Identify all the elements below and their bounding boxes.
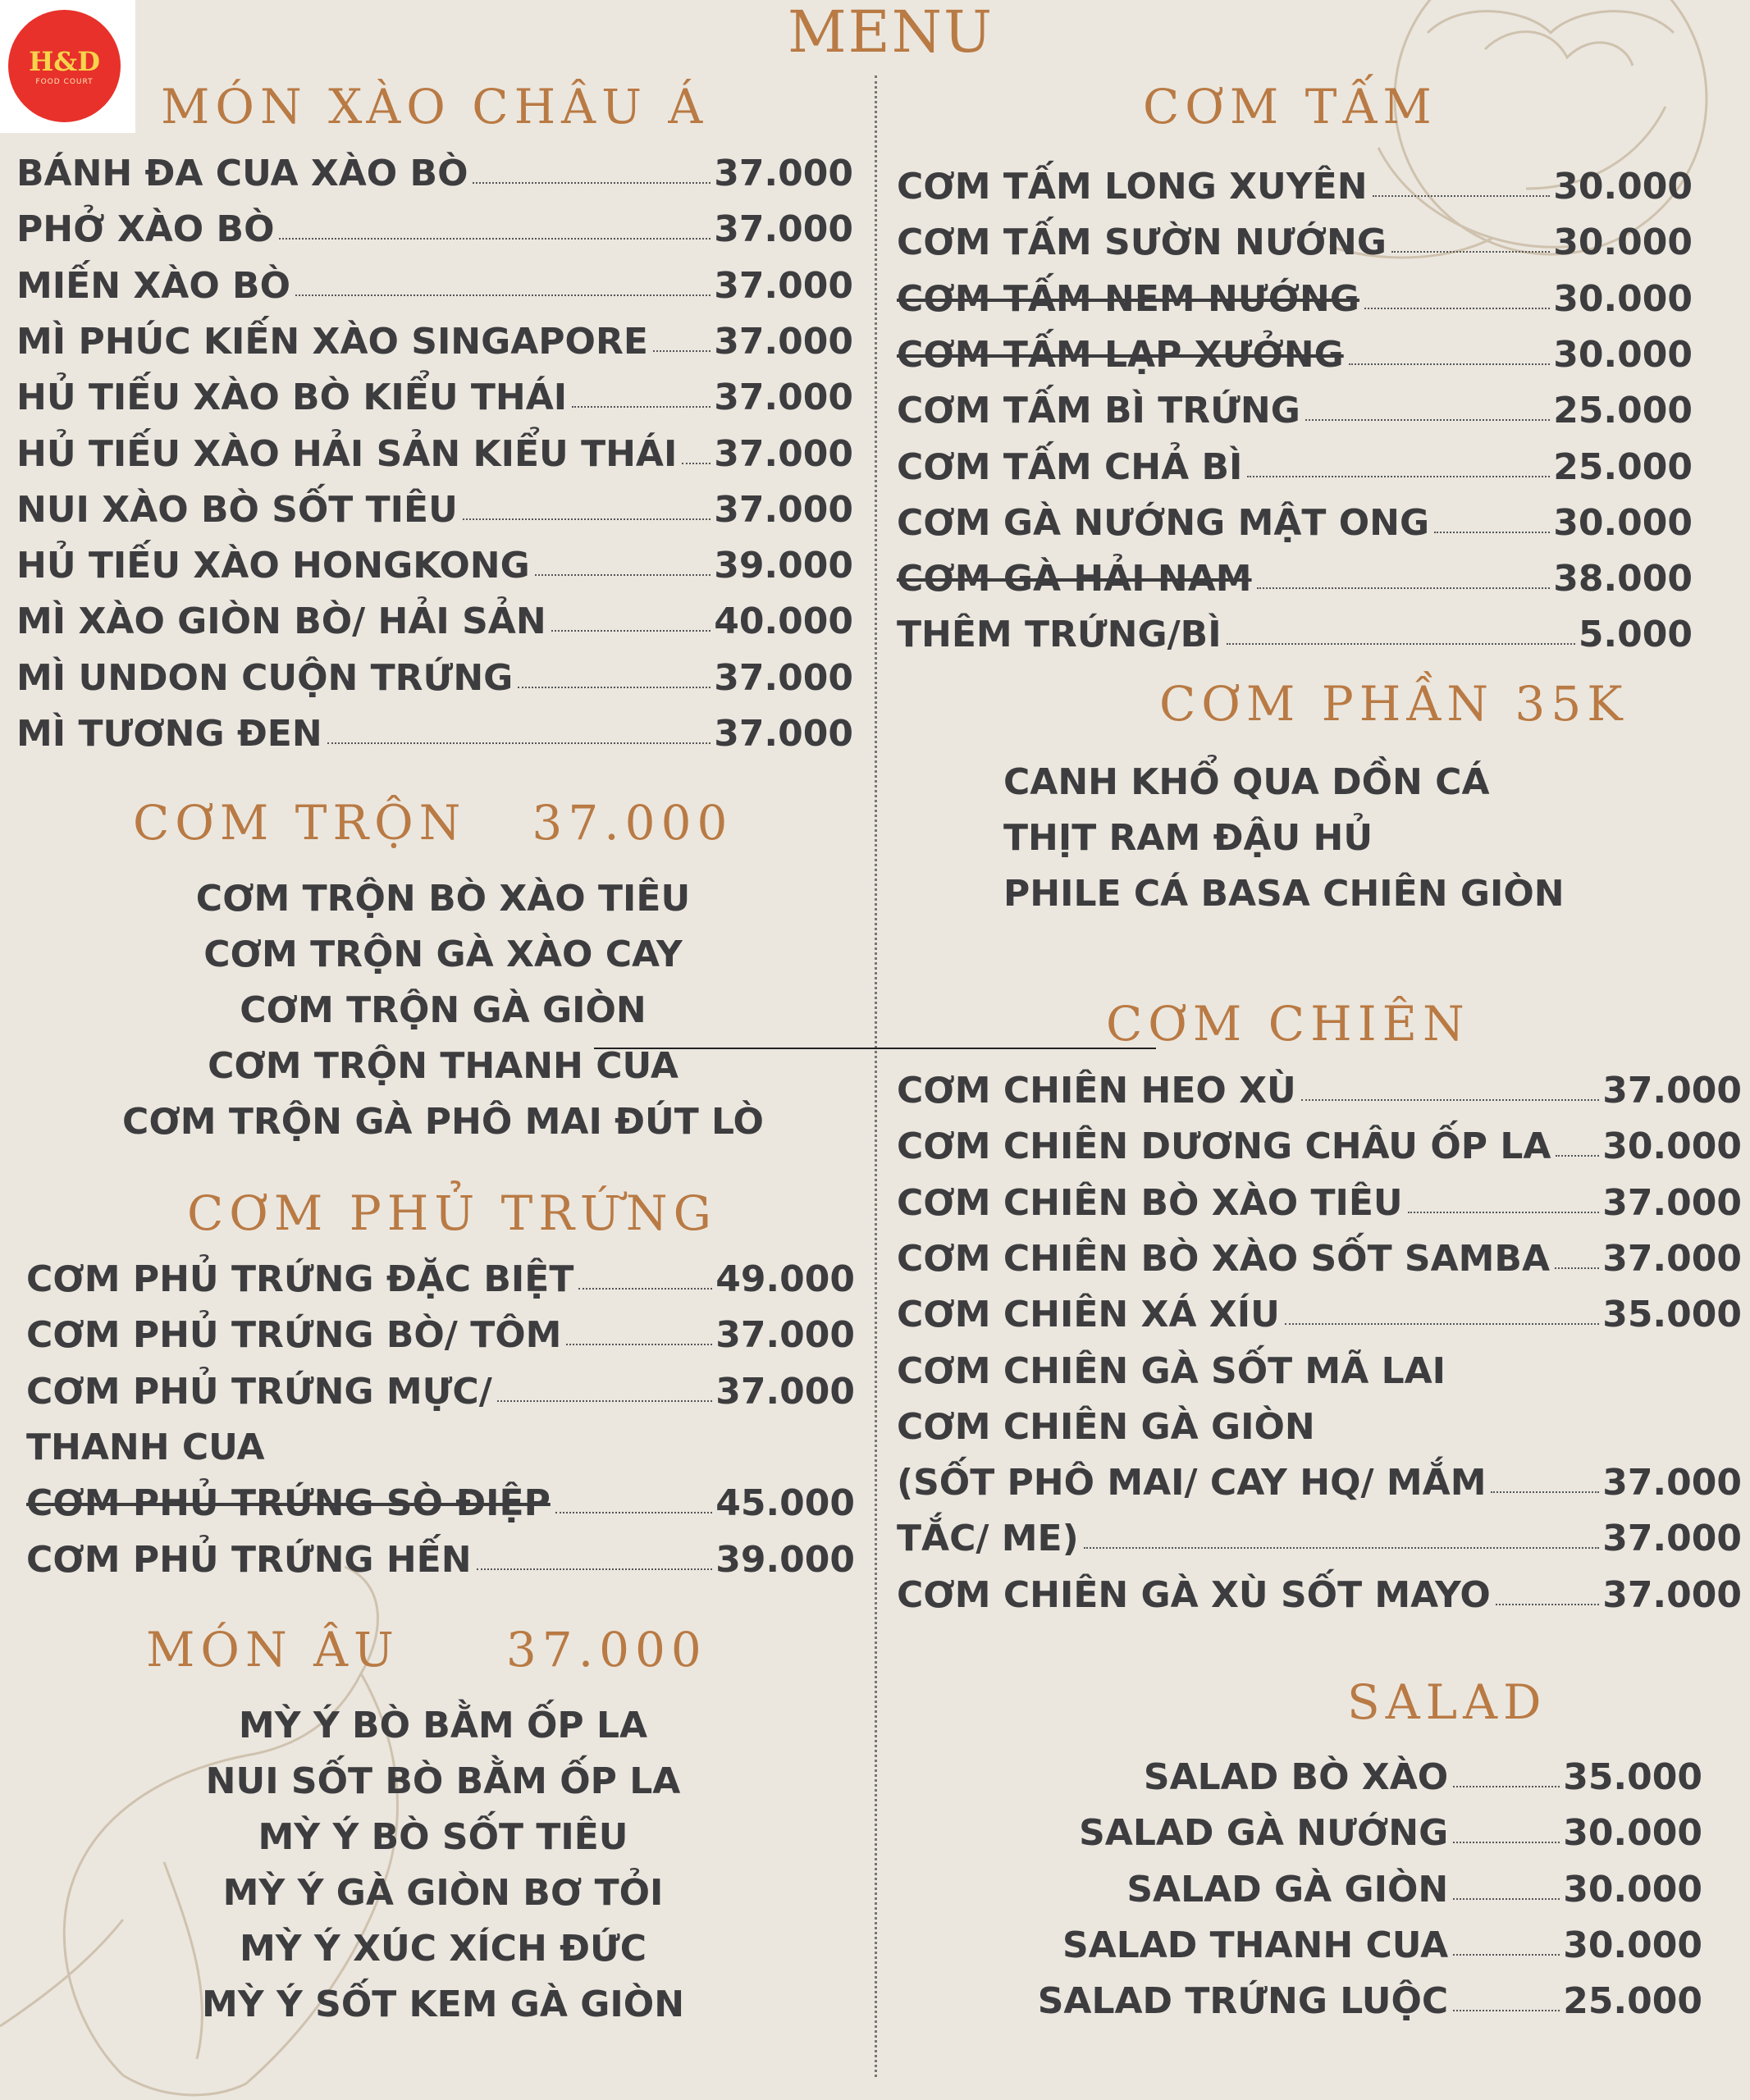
menu-item — [897, 329, 1693, 378]
menu-item — [1017, 1751, 1702, 1801]
menu-item — [1017, 1920, 1702, 1969]
section-com-phan — [1003, 755, 1660, 922]
menu-item — [897, 161, 1693, 210]
dot-leader — [653, 350, 711, 352]
section-mon-au — [49, 1698, 837, 2033]
menu-item-price: 37.000 — [1602, 1238, 1742, 1280]
menu-item-price: 37.000 — [714, 489, 853, 531]
menu-item-price: 37.000 — [1602, 1574, 1742, 1616]
menu-item-price: 49.000 — [715, 1258, 855, 1300]
section-title-com-phan: CƠM PHẦN 35K — [1159, 676, 1629, 732]
dot-leader — [578, 1288, 712, 1290]
menu-item — [897, 1457, 1742, 1506]
menu-item-price: 37.000 — [714, 657, 853, 699]
menu-item-price: 5.000 — [1578, 614, 1693, 655]
menu-item-name: TẮC/ ME) — [897, 1518, 1079, 1559]
dot-leader — [518, 687, 711, 688]
section-title-com-phu-trung: CƠM PHỦ TRỨNG — [187, 1185, 717, 1241]
menu-item-price: 30.000 — [1602, 1125, 1742, 1167]
menu-item: CƠM TRỘN GÀ GIÒN — [240, 989, 647, 1031]
menu-item-name: CƠM CHIÊN DƯƠNG CHÂU ỐP LA — [897, 1125, 1551, 1167]
dot-leader — [1227, 643, 1575, 645]
section-title-mon-xao: MÓN XÀO CHÂU Á — [161, 79, 709, 135]
menu-item — [16, 203, 853, 253]
dot-leader — [1391, 251, 1550, 253]
menu-item-price: 37.000 — [714, 321, 853, 363]
menu-item: MỲ Ý BÒ BẰM ỐP LA — [238, 1705, 648, 1746]
dot-leader — [1496, 1604, 1599, 1605]
dot-leader — [1555, 1267, 1599, 1269]
menu-item — [897, 609, 1693, 658]
menu-item-name: CƠM CHIÊN BÒ XÀO TIÊU — [897, 1182, 1403, 1224]
menu-item — [1017, 1975, 1702, 2025]
dot-leader — [1453, 1842, 1560, 1843]
menu-item — [897, 1289, 1742, 1338]
dot-leader — [555, 1512, 712, 1513]
menu-item-name: (SỐT PHÔ MAI/ CAY HQ/ MẮM — [897, 1462, 1487, 1504]
menu-item — [26, 1422, 855, 1471]
menu-item-name: CƠM TẤM LẠP XƯỞNG — [897, 334, 1344, 376]
menu-item-price: 30.000 — [1563, 1812, 1702, 1854]
dot-leader — [682, 463, 711, 464]
menu-item-name: CƠM PHỦ TRỨNG BÒ/ TÔM — [26, 1314, 562, 1356]
menu-item — [26, 1253, 855, 1303]
menu-item-name: SALAD TRỨNG LUỘC — [1037, 1980, 1449, 2022]
menu-item — [897, 1401, 1742, 1450]
dot-leader — [1373, 195, 1551, 197]
menu-item-price: 30.000 — [1553, 221, 1693, 263]
menu-item — [16, 652, 853, 701]
dot-leader — [1285, 1323, 1599, 1325]
section-price: 37.000 — [505, 1622, 707, 1678]
menu-item — [26, 1366, 855, 1415]
menu-item — [16, 708, 853, 757]
menu-item: THỊT RAM ĐẬU HỦ — [1003, 817, 1373, 859]
menu-item: CƠM TRỘN GÀ XÀO CAY — [203, 934, 683, 975]
menu-item: CƠM TRỘN GÀ PHÔ MAI ĐÚT LÒ — [122, 1101, 764, 1143]
menu-item — [16, 484, 853, 533]
dot-leader — [497, 1400, 712, 1402]
menu-item-price: 38.000 — [1553, 558, 1693, 600]
menu-item-name: CƠM CHIÊN GÀ SỐT MÃ LAI — [897, 1350, 1446, 1392]
menu-item-price: 40.000 — [714, 600, 853, 642]
menu-item-price: 30.000 — [1553, 502, 1693, 544]
dot-leader — [1453, 1786, 1560, 1787]
menu-item-price: 37.000 — [714, 377, 853, 418]
menu-item-name: SALAD THANH CUA — [1062, 1924, 1449, 1966]
menu-item: MỲ Ý SỐT KEM GÀ GIÒN — [201, 1984, 685, 2025]
menu-item-name: CƠM CHIÊN XÁ XÍU — [897, 1294, 1280, 1335]
menu-item-name: CƠM PHỦ TRỨNG MỰC/ — [26, 1371, 492, 1413]
menu-item-price: 37.000 — [715, 1314, 855, 1356]
section-title-com-tam: CƠM TẤM — [1143, 79, 1437, 135]
menu-item-price: 37.000 — [714, 433, 853, 475]
menu-item-price: 30.000 — [1553, 166, 1693, 208]
menu-item-name: NUI XÀO BÒ SỐT TIÊU — [16, 489, 458, 531]
menu-item-name: CƠM TẤM NEM NƯỚNG — [897, 278, 1359, 320]
menu-item-name: PHỞ XÀO BÒ — [16, 208, 275, 250]
dot-leader — [477, 1568, 713, 1570]
menu-item-price: 37.000 — [1602, 1070, 1742, 1112]
menu-item — [16, 148, 853, 197]
menu-item-price: 37.000 — [1602, 1182, 1742, 1224]
dot-leader — [535, 574, 711, 576]
dot-leader — [1247, 476, 1550, 477]
menu-item-name: CƠM GÀ NƯỚNG MẬT ONG — [897, 502, 1430, 544]
logo-badge — [8, 10, 121, 122]
logo-subtext: FOOD COURT — [35, 77, 94, 86]
section-title-mon-au — [146, 1623, 707, 1677]
page-title: MENU — [788, 0, 994, 66]
menu-item-name: CƠM PHỦ TRỨNG ĐẶC BIỆT — [26, 1258, 574, 1300]
menu-item: CƠM TRỘN BÒ XÀO TIÊU — [195, 878, 691, 920]
menu-item-name: MÌ TƯƠNG ĐEN — [16, 713, 322, 755]
menu-item — [1017, 1807, 1702, 1856]
section-title-com-tron — [133, 796, 733, 850]
dot-leader — [1556, 1155, 1599, 1157]
menu-item-price: 37.000 — [714, 208, 853, 250]
menu-item-price: 25.000 — [1553, 390, 1693, 431]
menu-item-name: MÌ XÀO GIÒN BÒ/ HẢI SẢN — [16, 600, 546, 642]
menu-item-price: 39.000 — [715, 1539, 855, 1581]
section-price: 37.000 — [532, 795, 733, 851]
menu-item: MỲ Ý BÒ SỐT TIÊU — [258, 1816, 628, 1858]
menu-item — [26, 1309, 855, 1358]
menu-item-price: 37.000 — [714, 265, 853, 307]
menu-item — [16, 428, 853, 477]
menu-item-name: CƠM TẤM SƯỜN NƯỚNG — [897, 221, 1387, 263]
menu-item-name: CƠM PHỦ TRỨNG SÒ ĐIỆP — [26, 1482, 551, 1524]
dot-leader — [1453, 1954, 1560, 1956]
menu-item-name: CƠM CHIÊN GÀ GIÒN — [897, 1406, 1315, 1448]
menu-item-price: 35.000 — [1602, 1294, 1742, 1335]
dot-leader — [1453, 1898, 1560, 1900]
menu-item-name: HỦ TIẾU XÀO HẢI SẢN KIỂU THÁI — [16, 433, 678, 475]
menu-item-price: 37.000 — [1602, 1462, 1742, 1504]
section-title-text: CƠM TRỘN — [133, 795, 467, 851]
dot-leader — [1408, 1212, 1600, 1213]
menu-item-name: SALAD BÒ XÀO — [1143, 1756, 1449, 1798]
menu-item — [897, 553, 1693, 602]
menu-item: NUI SỐT BÒ BẰM ỐP LA — [205, 1760, 681, 1802]
section-title-text: MÓN ÂU — [146, 1622, 400, 1678]
menu-item — [897, 1569, 1742, 1618]
menu-item-price: 45.000 — [715, 1482, 855, 1524]
menu-item-name: SALAD GÀ NƯỚNG — [1079, 1812, 1449, 1854]
menu-item-name: CƠM GÀ HẢI NAM — [897, 558, 1252, 600]
dot-leader — [1453, 2010, 1560, 2011]
menu-item-name: CƠM CHIÊN HEO XÙ — [897, 1070, 1296, 1112]
menu-item-name: HỦ TIẾU XÀO BÒ KIỂU THÁI — [16, 377, 568, 418]
menu-item-name: CƠM CHIÊN GÀ XÙ SỐT MAYO — [897, 1574, 1491, 1616]
dot-leader — [1434, 532, 1550, 533]
menu-item — [16, 316, 853, 365]
menu-item — [16, 372, 853, 421]
menu-item-price: 30.000 — [1553, 334, 1693, 376]
menu-item — [897, 497, 1693, 546]
menu-item — [897, 1513, 1742, 1562]
menu-item-name: MIẾN XÀO BÒ — [16, 265, 290, 307]
dot-leader — [566, 1344, 712, 1345]
brand-logo — [0, 0, 135, 133]
dot-leader — [473, 182, 711, 184]
dot-leader — [572, 406, 711, 408]
menu-item-name: HỦ TIẾU XÀO HONGKONG — [16, 545, 530, 587]
section-title-com-chien: CƠM CHIÊN — [1106, 996, 1470, 1052]
menu-item-price: 25.000 — [1563, 1980, 1702, 2022]
menu-item-name: CƠM CHIÊN BÒ XÀO SỐT SAMBA — [897, 1238, 1551, 1280]
menu-item-price: 37.000 — [1602, 1518, 1742, 1559]
menu-item: CANH KHỔ QUA DỒN CÁ — [1003, 761, 1490, 803]
section-title-salad: SALAD — [1347, 1674, 1547, 1730]
dot-leader — [1305, 419, 1550, 421]
menu-item-price: 30.000 — [1553, 278, 1693, 320]
dot-leader — [551, 630, 711, 632]
column-divider — [875, 75, 877, 2077]
menu-item — [16, 260, 853, 309]
section-com-tron — [49, 871, 837, 1150]
menu-item-name: CƠM TẤM CHẢ BÌ — [897, 446, 1243, 488]
menu-item — [26, 1534, 855, 1583]
menu-item-price: 37.000 — [714, 713, 853, 755]
dot-leader — [295, 294, 711, 296]
menu-item-name: CƠM TẤM LONG XUYÊN — [897, 166, 1368, 208]
menu-item-price: 39.000 — [714, 545, 853, 587]
menu-item — [897, 1345, 1742, 1395]
menu-item — [897, 217, 1693, 266]
menu-item-name: THANH CUA — [26, 1427, 265, 1468]
menu-item — [897, 1177, 1742, 1226]
menu-item: MỲ Ý XÚC XÍCH ĐỨC — [239, 1928, 647, 1970]
menu-item — [897, 385, 1693, 434]
menu-item-name: SALAD GÀ GIÒN — [1126, 1869, 1449, 1911]
dot-leader — [279, 238, 711, 240]
dot-leader — [1491, 1491, 1599, 1493]
menu-item-name: CƠM TẤM BÌ TRỨNG — [897, 390, 1300, 431]
menu-item-name: MÌ UNDON CUỘN TRỨNG — [16, 657, 514, 699]
menu-item — [16, 596, 853, 645]
dot-leader — [1349, 363, 1550, 365]
menu-item — [897, 273, 1693, 322]
menu-item — [897, 441, 1693, 491]
menu-item-price: 37.000 — [714, 153, 853, 194]
menu-item-name: MÌ PHÚC KIẾN XÀO SINGAPORE — [16, 321, 648, 363]
dot-leader — [1257, 587, 1551, 589]
menu-item — [897, 1121, 1742, 1170]
menu-item — [897, 1065, 1742, 1114]
menu-item — [26, 1477, 855, 1527]
logo-text: H&D — [29, 45, 100, 77]
menu-item-name: THÊM TRỨNG/BÌ — [897, 614, 1222, 655]
menu-item: CƠM TRỘN THANH CUA — [208, 1045, 679, 1087]
menu-item-price: 35.000 — [1563, 1756, 1702, 1798]
dot-leader — [1084, 1547, 1600, 1549]
dot-leader — [1301, 1099, 1599, 1101]
menu-item — [1017, 1864, 1702, 1913]
menu-item — [16, 540, 853, 589]
menu-item-price: 37.000 — [715, 1371, 855, 1413]
menu-item: PHILE CÁ BASA CHIÊN GIÒN — [1003, 873, 1565, 915]
dot-leader — [1364, 308, 1550, 309]
menu-item-name: CƠM PHỦ TRỨNG HẾN — [26, 1539, 472, 1581]
menu-item-price: 25.000 — [1553, 446, 1693, 488]
menu-item-price: 30.000 — [1563, 1924, 1702, 1966]
menu-item-name: BÁNH ĐA CUA XÀO BÒ — [16, 153, 468, 194]
dot-leader — [463, 518, 711, 520]
dot-leader — [327, 742, 711, 744]
menu-item: MỲ Ý GÀ GIÒN BƠ TỎI — [222, 1872, 664, 1914]
menu-item — [897, 1233, 1742, 1282]
menu-item-price: 30.000 — [1563, 1869, 1702, 1911]
